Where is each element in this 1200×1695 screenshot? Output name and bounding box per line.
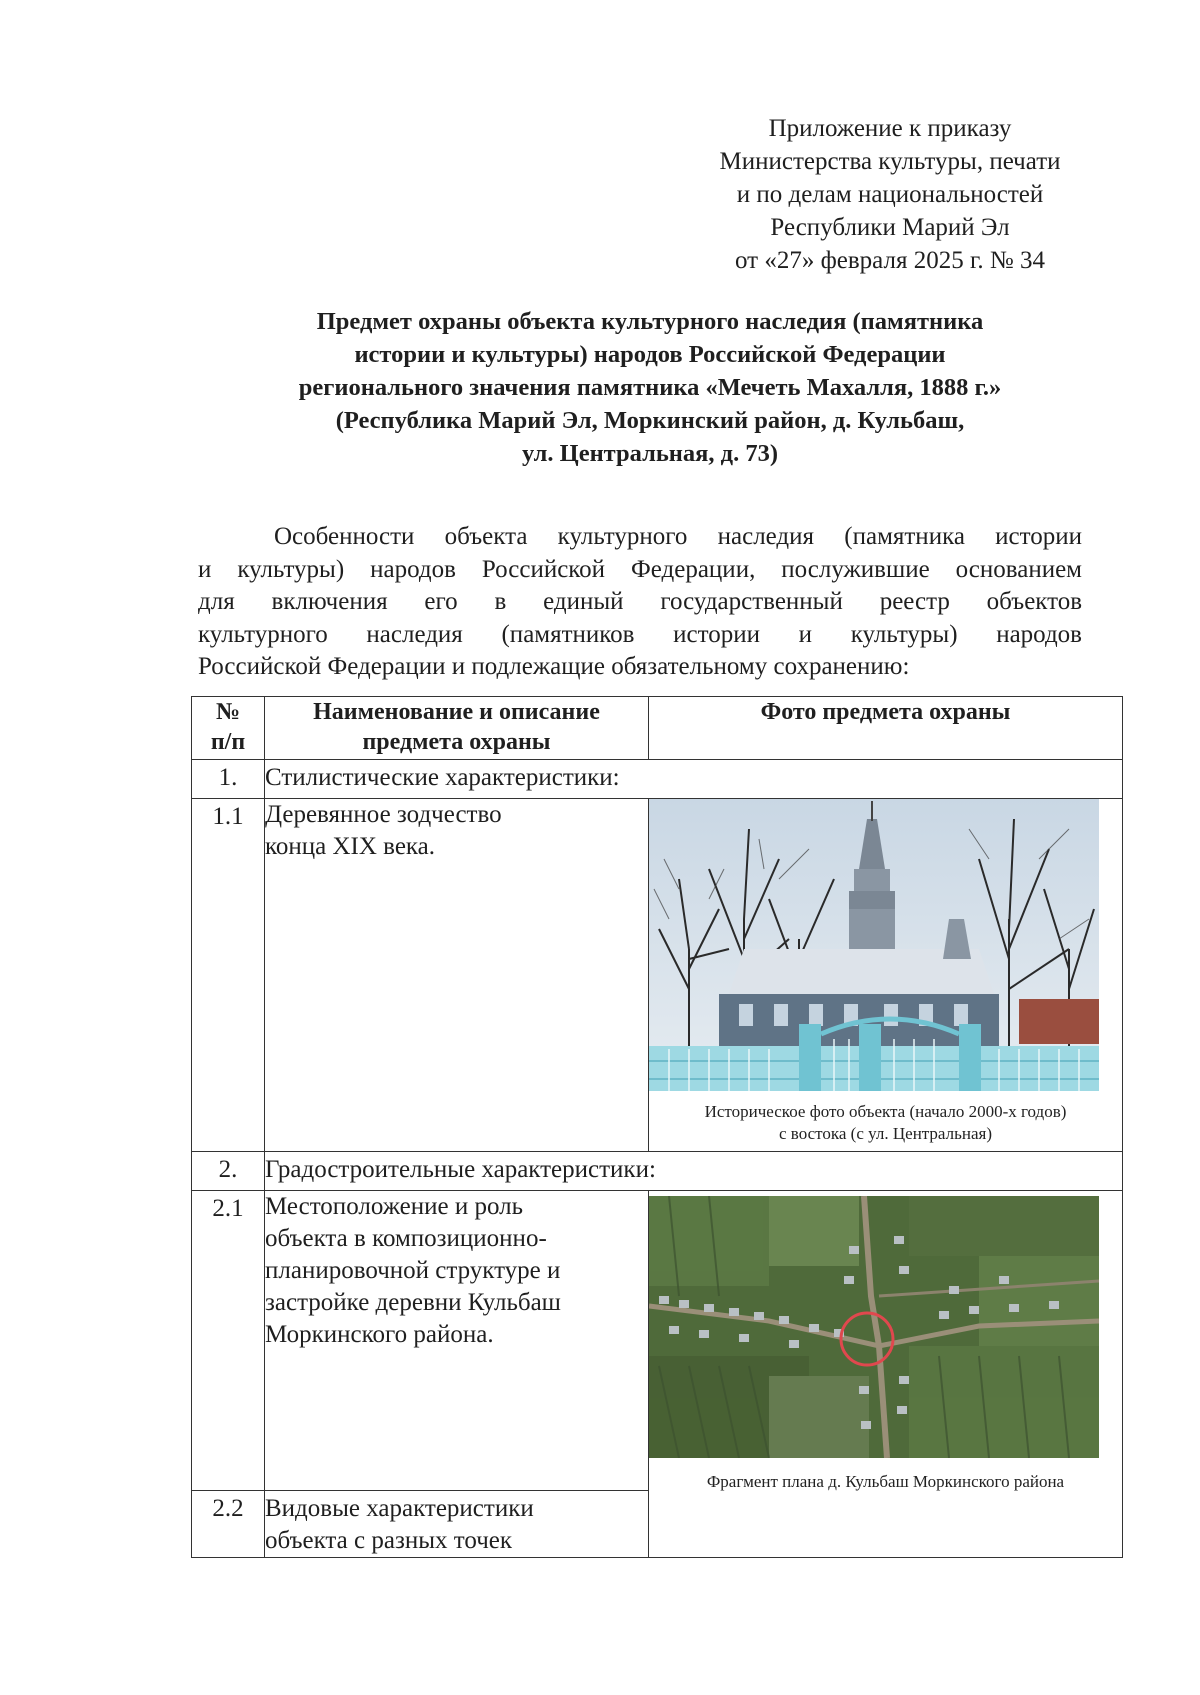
table-row — [192, 760, 1123, 799]
section-heading: Градостроительные характеристики: — [265, 1152, 1123, 1191]
header-number — [192, 697, 265, 760]
header-number-line1: № — [215, 699, 241, 725]
caption-line: Историческое фото объекта (начало 2000-х годов) — [704, 1102, 1067, 1121]
title-line: ул. Центральная, д. 73) — [522, 440, 778, 467]
description-line: Местоположение и роль — [265, 1193, 524, 1220]
row-number: 1. — [192, 760, 265, 799]
title-line: регионального значения памятника «Мечеть Махалля, 1888 г.» — [298, 374, 1002, 401]
photo-cell — [649, 1191, 1123, 1558]
row-number: 1.1 — [192, 799, 265, 1152]
row-description — [265, 799, 649, 1152]
document-title — [200, 305, 1100, 470]
description-line: Моркинского района. — [265, 1321, 494, 1348]
description-line: конца XIX века. — [265, 833, 436, 860]
header-name-line2: предмета охраны — [362, 729, 551, 755]
title-line: истории и культуры) народов Российской Федерации — [354, 341, 946, 368]
annex-line: Республики Марий Эл — [770, 214, 1010, 241]
description-line: застройке деревни Кульбаш — [265, 1289, 561, 1316]
aerial-map-photo — [649, 1196, 1099, 1458]
table-row — [192, 799, 1123, 1152]
header-name-line1: Наименование и описание — [313, 699, 600, 725]
table-header-row — [192, 697, 1123, 760]
description-line: планировочной структуре и — [265, 1257, 561, 1284]
row-number: 2. — [192, 1152, 265, 1191]
header-name — [265, 697, 649, 760]
caption-line: с востока (с ул. Центральная) — [779, 1124, 992, 1143]
row-number: 2.1 — [192, 1191, 265, 1491]
annex-line: от «27» февраля 2025 г. № 34 — [734, 247, 1046, 274]
description-line: объекта в композиционно- — [265, 1225, 547, 1252]
mosque-photo — [649, 799, 1099, 1091]
section-heading: Стилистические характеристики: — [265, 760, 1123, 799]
photo-caption — [649, 1101, 1122, 1145]
title-line: Предмет охраны объекта культурного наследия (памятника — [316, 308, 984, 335]
description-line: Видовые характеристики — [265, 1495, 534, 1522]
annex-line: Министерства культуры, печати — [719, 148, 1061, 175]
header-number-line2: п/п — [210, 729, 246, 755]
row-number: 2.2 — [192, 1491, 265, 1558]
table-row — [192, 1152, 1123, 1191]
header-photo — [649, 697, 1123, 760]
intro-paragraph — [198, 521, 1082, 684]
header-photo-label: Фото предмета охраны — [760, 699, 1011, 725]
photo-cell — [649, 799, 1123, 1152]
annex-header — [680, 112, 1100, 277]
row-description — [265, 1491, 649, 1558]
protection-table — [191, 696, 1123, 1558]
description-line: Деревянное зодчество — [265, 801, 502, 828]
title-line: (Республика Марий Эл, Моркинский район, д. Кульбаш, — [335, 407, 965, 434]
intro-line: культурного наследия (памятников истории и культуры) народов — [198, 620, 1082, 648]
description-line: объекта с разных точек — [265, 1527, 513, 1554]
annex-line: и по делам национальностей — [736, 181, 1044, 208]
intro-line: и культуры) народов Российской Федерации, послужившие основанием — [198, 555, 1082, 583]
intro-line: Особенности объекта культурного наследия (памятника истории — [274, 523, 1082, 550]
caption-line: Фрагмент плана д. Кульбаш Моркинского района — [706, 1472, 1065, 1491]
annex-line: Приложение к приказу — [768, 115, 1012, 142]
photo-caption — [649, 1471, 1122, 1493]
intro-line: Российской Федерации и подлежащие обязательному сохранению: — [198, 653, 910, 680]
row-description — [265, 1191, 649, 1491]
intro-line: для включения его в единый государственный реестр объектов — [198, 588, 1082, 615]
table-row — [192, 1191, 1123, 1491]
